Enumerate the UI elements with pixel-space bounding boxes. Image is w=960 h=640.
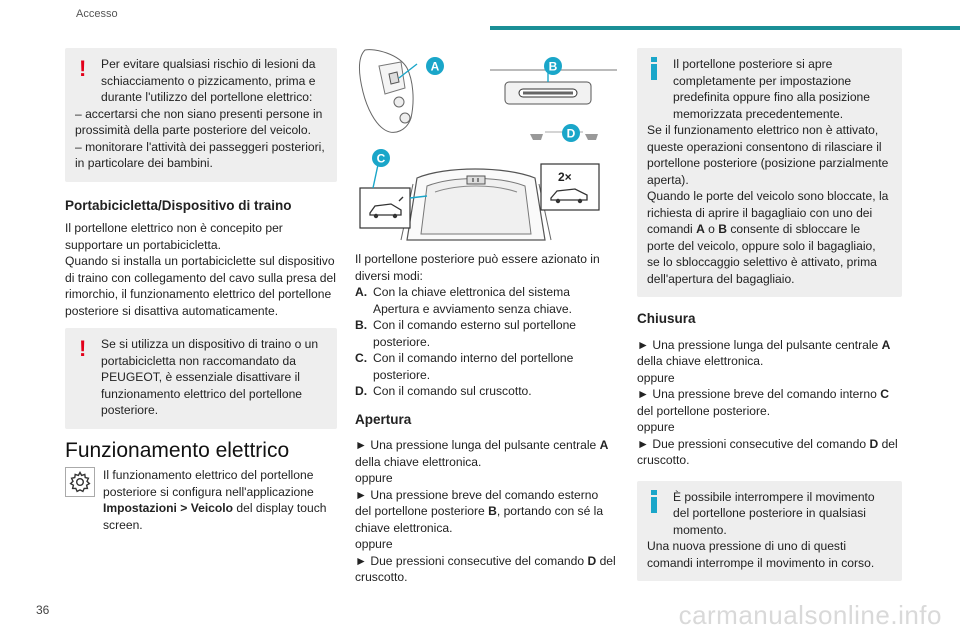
heading-closing: Chiusura — [637, 311, 696, 326]
list-text: Con la chiave elettronica del sistema Apertura e avviamento senza chiave. — [373, 285, 572, 316]
warning-icon: ! — [79, 336, 87, 361]
instruction-text: della chiave elettronica. — [355, 454, 482, 469]
dashboard-button-inset — [541, 164, 599, 210]
settings-note-text: Il funzionamento elettrico del portellone posteriore si configura nell'applicazione — [103, 468, 314, 499]
instruction — [637, 386, 902, 419]
warning-item: – monitorare l'attività dei passeggeri posteriori, in particolare dei bambini. — [75, 139, 325, 170]
info-text: È possibile interrompere il movimento del portellone posteriore in qualsiasi momento. — [673, 489, 875, 537]
interior-button-inset — [360, 188, 410, 228]
list-key: A. — [355, 285, 368, 299]
callout-D — [562, 124, 580, 142]
instruction-text: ► Una pressione lunga del pulsante centrale — [637, 337, 882, 352]
instruction — [355, 487, 617, 537]
oppure-text: oppure — [355, 537, 393, 551]
column-middle — [355, 48, 617, 586]
paragraph: Il portellone elettrico non è concepito per supportare un portabicicletta. — [65, 221, 283, 252]
instruction-text: ► Due pressioni consecutive del comando — [355, 553, 588, 568]
callout-label: A — [430, 59, 440, 74]
info-text-part: o — [704, 222, 719, 236]
paragraph: Il portellone posteriore può essere azionato in diversi modi: — [355, 252, 600, 283]
info-text — [647, 188, 890, 287]
instruction — [637, 436, 902, 469]
control-letter: D — [587, 553, 597, 568]
callout-label: D — [566, 126, 576, 141]
callout-A — [426, 57, 444, 75]
instruction-text: del cruscotto. — [637, 436, 898, 467]
control-letter: B — [718, 222, 727, 236]
instruction-text: del cruscotto. — [355, 553, 616, 584]
info-text-part: Quando le porte del veicolo sono bloccate, la richiesta di aprire il bagagliaio con uno dei comandi — [647, 189, 889, 236]
warning-item: – accertarsi che non siano presenti persone in prossimità della parte posteriore del veicolo. — [75, 106, 323, 137]
tailgate-diagram — [355, 48, 617, 243]
info-box-interrupt — [637, 481, 902, 582]
control-letter: A — [881, 337, 891, 352]
info-box-opening — [637, 48, 902, 297]
list-key: B. — [355, 318, 368, 332]
control-letter: B — [488, 504, 497, 518]
instruction-text: del portellone posteriore. — [637, 403, 771, 418]
list-text: Con il comando esterno sul portellone posteriore. — [373, 318, 577, 349]
list-text: Con il comando sul cruscotto. — [373, 384, 532, 398]
double-press-badge: 2× — [558, 170, 572, 184]
list-item — [355, 317, 617, 350]
oppure-text: oppure — [355, 471, 393, 485]
instruction-text: ► Due pressioni consecutive del comando — [637, 436, 870, 451]
control-letter: C — [880, 387, 889, 401]
heading-electric-operation: Funzionamento elettrico — [65, 438, 290, 462]
info-text: Il portellone posteriore si apre completamente per impostazione predefinita oppure fino alla posizione memorizzata precedentemente. — [673, 57, 870, 121]
warning-text: Se si utilizza un dispositivo di traino o un portabicicletta non raccomandato da PEUGEOT, è essenziale disattivare il funzionamento elettrico del portellone posteriore. — [101, 337, 319, 417]
callout-C — [372, 149, 390, 167]
column-right — [637, 48, 902, 581]
list-key: C. — [355, 351, 368, 365]
column-left — [65, 48, 337, 533]
warning-box-towing — [65, 328, 337, 429]
header-accent-bar — [490, 26, 960, 30]
control-letter: A — [599, 438, 609, 452]
instruction-text: ► Una pressione breve del comando esterno del portellone posteriore — [355, 487, 599, 518]
info-text: Una nuova pressione di uno di questi comandi interrompe il movimento in corso. — [647, 539, 875, 570]
info-text: Se il funzionamento elettrico non è attivato, queste operazioni consentono di rilasciare il portellone posteriore (posizione parzialmente aperta). — [647, 123, 889, 187]
instruction-text: della chiave elettronica. — [637, 354, 764, 368]
instruction — [637, 337, 902, 370]
settings-note-text: del display touch screen. — [103, 501, 327, 532]
page-number: 36 — [36, 603, 50, 617]
settings-note — [65, 467, 337, 533]
warning-icon: ! — [79, 56, 87, 81]
control-letter: A — [696, 222, 705, 236]
gear-icon — [65, 467, 95, 497]
list-key: D. — [355, 384, 368, 398]
control-letter: D — [869, 436, 879, 451]
info-icon — [651, 490, 657, 514]
info-text-part: consente di sbloccare le porte del veicolo, oppure solo il bagagliaio, se lo sbloccaggio selettivo è attivato, prima dell'apertura del bagagliaio. — [647, 222, 877, 286]
info-icon — [651, 57, 657, 81]
oppure-text: oppure — [637, 420, 675, 434]
list-item — [355, 350, 617, 383]
warning-text: Per evitare qualsiasi rischio di lesioni da schiacciamento o pizzicamento, prima e durante l'utilizzo del portellone elettrico: — [101, 57, 316, 104]
callout-label: C — [376, 151, 386, 166]
watermark: carmanualsonline.info — [678, 600, 942, 630]
settings-path: Impostazioni > Veicolo — [103, 501, 234, 515]
instruction — [355, 437, 617, 470]
callout-B — [544, 57, 562, 75]
list-item — [355, 383, 617, 400]
section-title: Accesso — [76, 8, 118, 20]
paragraph: Quando si installa un portabiciclette sul dispositivo di traino con collegamento del cavo sulla presa del rimorchio, il funzionamento elettrico del portellone posteriore si disattiva automaticamente. — [65, 254, 336, 318]
open-tailgate-drawing — [401, 169, 551, 240]
key-fob-drawing — [360, 50, 414, 133]
list-text: Con il comando interno del portellone posteriore. — [373, 351, 574, 382]
heading-opening: Apertura — [355, 411, 412, 427]
tailgate-illustration — [355, 48, 617, 243]
instruction — [355, 553, 617, 586]
oppure-text: oppure — [637, 370, 675, 385]
exterior-handle-drawing — [490, 70, 617, 104]
instruction-text: ► Una pressione lunga del pulsante centrale — [355, 438, 600, 452]
warning-box-safety — [65, 48, 337, 182]
instruction-text: ► Una pressione breve del comando interno — [637, 387, 881, 401]
callout-label: B — [548, 59, 558, 74]
list-item — [355, 284, 617, 317]
heading-towing: Portabicicletta/Dispositivo di traino — [65, 197, 292, 213]
instruction-text: , portando con sé la chiave elettronica. — [355, 504, 604, 535]
